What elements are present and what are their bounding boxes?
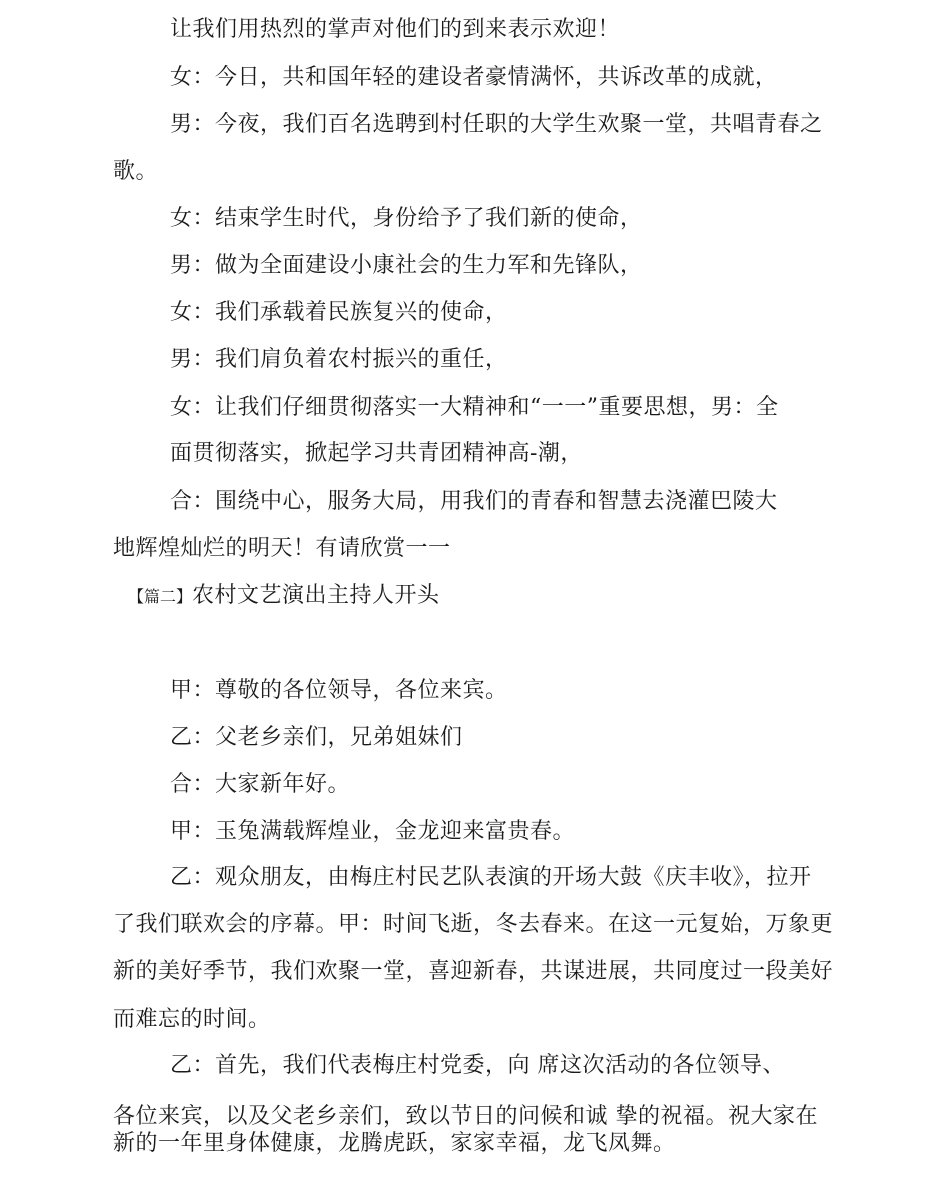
paragraph-line: 甲：尊敬的各位领导，各位来宾。: [170, 678, 508, 703]
paragraph-line: 女：今日，共和国年轻的建设者豪情满怀，共诉改革的成就，: [170, 65, 778, 90]
paragraph-line: 而难忘的时间。: [113, 1007, 271, 1032]
paragraph-line: 新的美好季节，我们欢聚一堂，喜迎新春，共谋进展，共同度过一段美好: [113, 959, 834, 984]
section-heading: [128, 585, 440, 607]
paragraph-line: 让我们用热烈的掌声对他们的到来表示欢迎！: [170, 17, 621, 42]
paragraph-line: 地辉煌灿烂的明天！有请欣赏一一: [113, 536, 451, 561]
paragraph-line: 甲：玉兔满载辉煌业，金龙迎来富贵春。: [170, 819, 576, 844]
paragraph-line: 各位来宾，以及父老乡亲们，致以节日的问候和诚 挚的祝福。祝大家在: [113, 1104, 818, 1129]
paragraph-line: 乙：观众朋友，由梅庄村民艺队表演的开场大鼓《庆丰收》，拉开: [170, 865, 812, 890]
section-tag: 【篇二】: [128, 587, 193, 606]
paragraph-line: 合：大家新年好。: [170, 772, 351, 797]
section-title: 农村文艺演出主持人开头: [192, 583, 440, 608]
paragraph-line: 女：我们承载着民族复兴的使命，: [170, 300, 508, 325]
paragraph-line: 男：做为全面建设小康社会的生力军和先锋队，: [170, 253, 643, 278]
paragraph-line: 男：我们肩负着农村振兴的重任，: [170, 347, 508, 372]
paragraph-line: 女：让我们仔细贯彻落实一大精神和“一一”重要思想，男：全: [170, 395, 779, 420]
paragraph-line: 女：结束学生时代，身份给予了我们新的使命，: [170, 206, 643, 231]
paragraph-line: 乙：父老乡亲们，兄弟姐妹们: [170, 725, 463, 750]
paragraph-line: 乙：首先，我们代表梅庄村党委，向 席这次活动的各位领导、: [170, 1053, 785, 1078]
paragraph-line: 歌。: [113, 159, 159, 184]
paragraph-line: 了我们联欢会的序幕。甲：时间飞逝，冬去春来。在这一元复始，万象更: [113, 912, 834, 937]
paragraph-line: 面贯彻落实，掀起学习共青团精神高-潮，: [170, 441, 583, 466]
paragraph-line: 新的一年里身体健康，龙腾虎跃，家家幸福，龙飞凤舞。: [113, 1131, 676, 1156]
paragraph-line: 合：围绕中心，服务大局，用我们的青春和智慧去浇灌巴陵大: [170, 489, 778, 514]
paragraph-line: 男：今夜，我们百名选聘到村任职的大学生欢聚一堂，共唱青春之: [170, 112, 823, 137]
